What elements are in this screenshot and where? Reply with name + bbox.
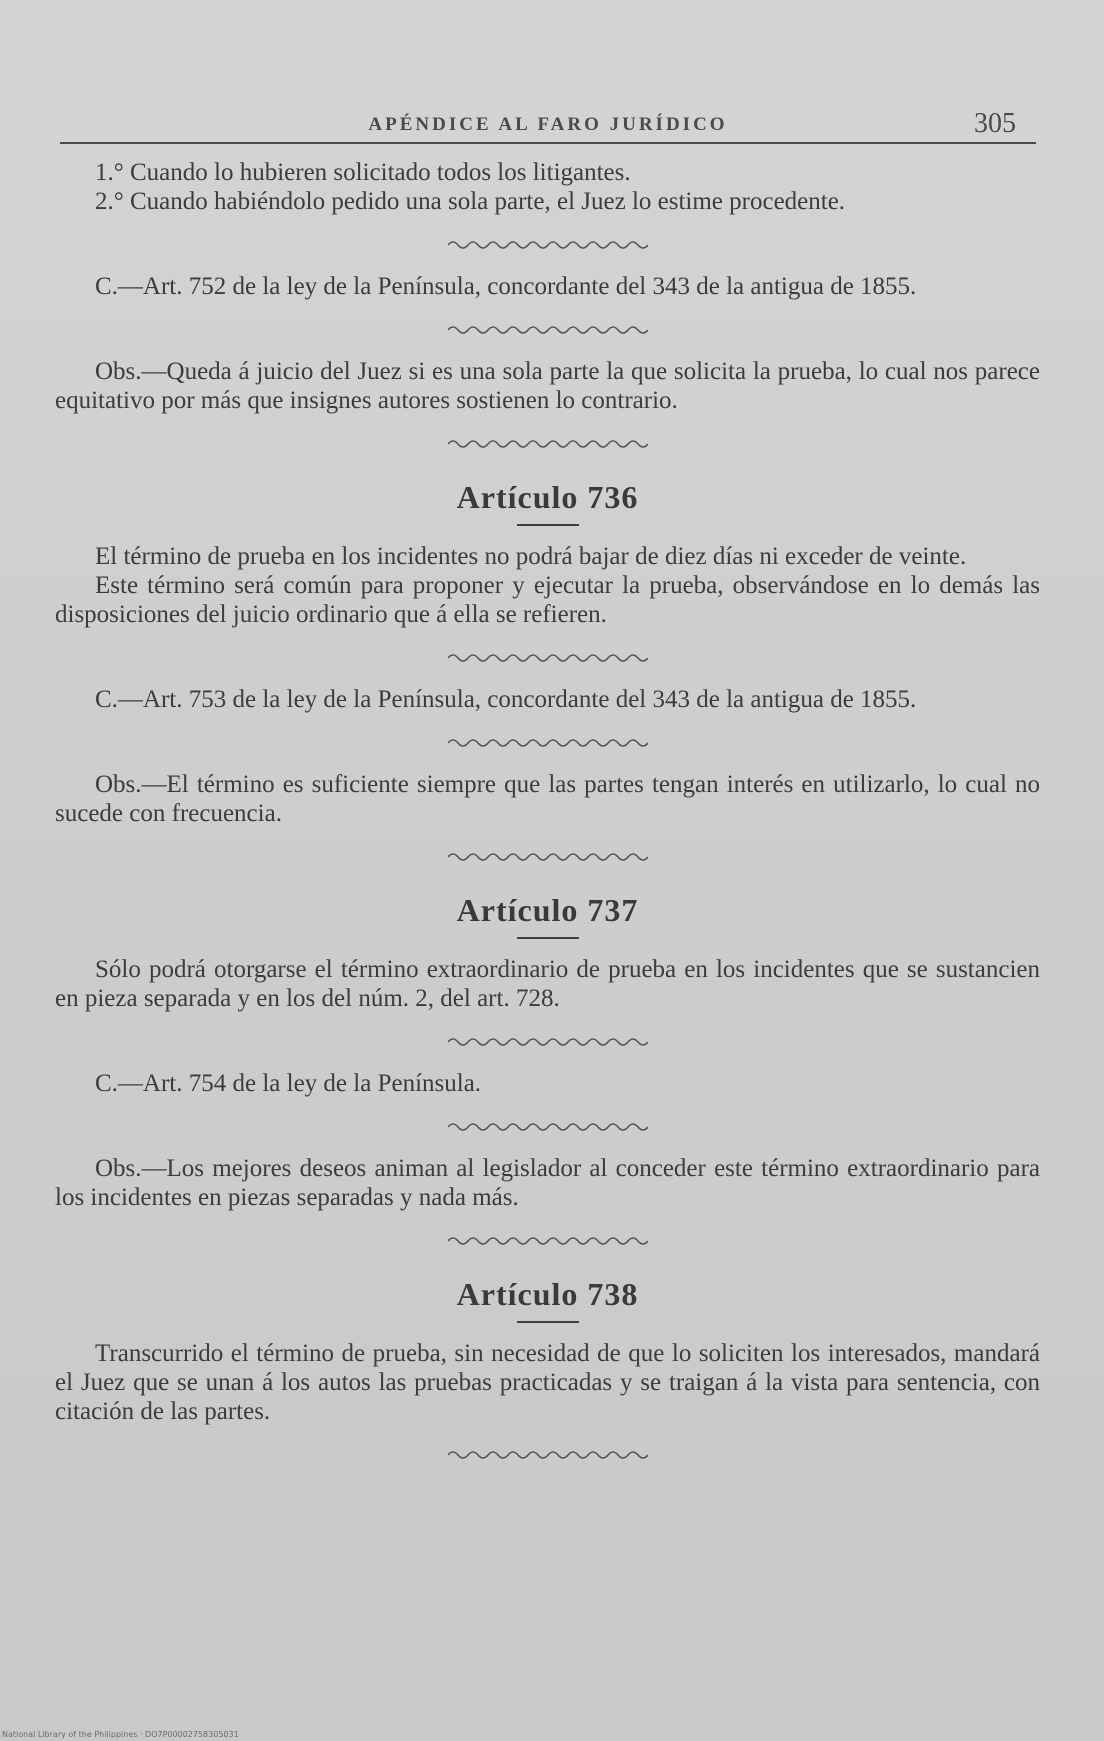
intro-item-2: 2.° Cuando habiéndolo pedido una sola parte, el Juez lo estime procedente.	[95, 188, 846, 215]
heading-rule	[517, 937, 579, 939]
ornamental-separator	[55, 641, 1040, 675]
ornamental-separator	[55, 1110, 1040, 1144]
heading-rule	[517, 524, 579, 526]
article-paragraph: Transcurrido el término de prueba, sin necesidad de que lo soliciten los interesados, mandará el Juez que se unan á los autos las pruebas practicadas y se traigan á la vista para sentencia, con citación de las partes.	[55, 1340, 1040, 1425]
intro-item-1: 1.° Cuando lo hubieren solicitado todos los litigantes.	[95, 159, 631, 186]
ornamental-separator	[55, 427, 1040, 461]
article-heading: Artículo 737	[456, 892, 639, 928]
observation-note: Obs.—Los mejores deseos animan al legislador al conceder este término extraordinario para los incidentes en piezas separadas y nada más.	[55, 1155, 1040, 1211]
ornamental-separator	[55, 1224, 1040, 1258]
ornamental-separator	[55, 1025, 1040, 1059]
observation-note: Obs.—Queda á juicio del Juez si es una sola parte la que solicita la prueba, lo cual nos parece equitativo por más que insignes autores sostienen lo contrario.	[55, 358, 1040, 414]
article-heading: Artículo 738	[456, 1276, 639, 1312]
page-header	[60, 108, 1036, 144]
ornamental-separator	[55, 840, 1040, 874]
article-paragraph: El término de prueba en los incidentes no podrá bajar de diez días ni exceder de veinte.	[95, 543, 967, 570]
ornamental-separator	[55, 313, 1040, 347]
ornamental-separator	[55, 726, 1040, 760]
ornamental-separator	[55, 228, 1040, 262]
running-title: APÉNDICE AL FARO JURÍDICO	[368, 114, 728, 135]
observation-note: Obs.—El término es suficiente siempre que las partes tengan interés en utilizarlo, lo cual no sucede con frecuencia.	[55, 771, 1040, 827]
heading-rule	[517, 1321, 579, 1323]
concordance-note: C.—Art. 753 de la ley de la Península, concordante del 343 de la antigua de 1855.	[95, 686, 917, 713]
concordance-note: C.—Art. 752 de la ley de la Península, concordante del 343 de la antigua de 1855.	[95, 273, 917, 300]
article-heading: Artículo 736	[456, 479, 639, 515]
article-paragraph: Este término será común para proponer y ejecutar la prueba, observándose en lo demás las disposiciones del juicio ordinario que á ella se refieren.	[55, 572, 1040, 628]
article-paragraph: Sólo podrá otorgarse el término extraordinario de prueba en los incidentes que se sustancien en pieza separada y en los del núm. 2, del art. 728.	[55, 956, 1040, 1012]
concordance-note: C.—Art. 754 de la ley de la Península.	[95, 1070, 482, 1097]
page-body	[55, 158, 1040, 1482]
ornamental-separator	[55, 1438, 1040, 1472]
scan-source-note: National Library of the Philippines · DO7P00002758305031	[2, 1730, 239, 1739]
page-number: 305	[974, 108, 1016, 139]
